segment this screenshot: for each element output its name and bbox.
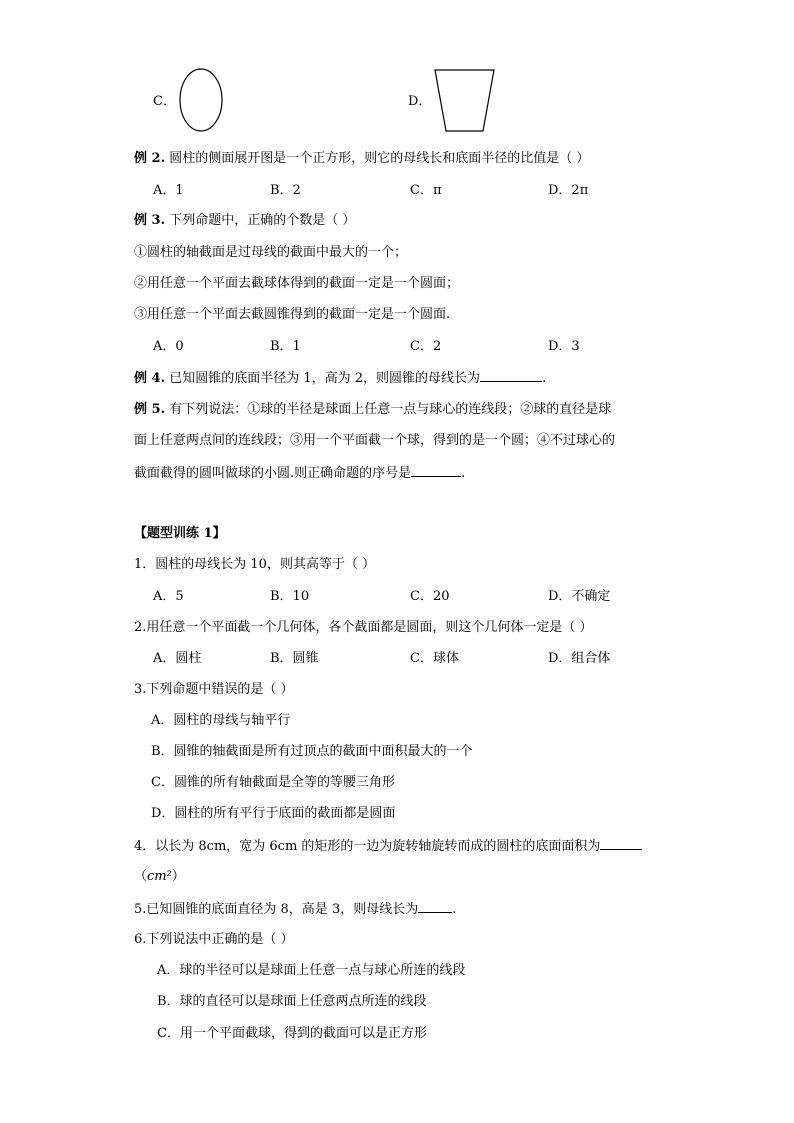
answer-blank [600, 837, 642, 850]
example-2-option-d: D．2π [548, 183, 589, 198]
trapezoid-figure [434, 68, 496, 134]
question-5-end: . [452, 902, 457, 917]
question-3: 3.下列命题中错误的是（ ） [134, 682, 294, 697]
question-3-option-a: A．圆柱的母线与轴平行 [151, 713, 291, 728]
example-3 [134, 212, 355, 230]
example-2-option-b: B．2 [270, 183, 301, 198]
question-3-option-b: B．圆锥的轴截面是所有过顶点的截面中面积最大的一个 [151, 744, 473, 759]
example-3-text: 下列命题中，正确的个数是（ ） [169, 213, 356, 228]
example-3-item-1: ①圆柱的轴截面是过母线的截面中最大的一个； [134, 245, 408, 260]
example-3-option-c: C．2 [410, 339, 442, 354]
question-1-option-c: C．20 [410, 589, 450, 604]
answer-blank [418, 900, 452, 913]
question-5 [134, 900, 456, 919]
question-5-text: 5.已知圆锥的底面直径为 8，高是 3，则母线长为 [134, 902, 419, 917]
question-6-option-b: B．球的直径可以是球面上任意两点所连的线段 [157, 994, 427, 1009]
question-2-option-b: B．圆锥 [270, 651, 319, 666]
example-3-option-d: D．3 [548, 339, 580, 354]
example-2-option-a: A．1 [153, 183, 184, 198]
question-6-option-a: A．球的半径可以是球面上任意一点与球心所连的线段 [157, 963, 466, 978]
example-5-line-2: 面上任意两点间的连线段；③用一个平面截一个球，得到的是一个圆；④不过球心的 [134, 433, 616, 448]
question-1-option-d: D．不确定 [548, 589, 611, 604]
example-4-end: . [542, 371, 547, 386]
unit-close-paren: ） [171, 869, 185, 884]
example-5-text-3: 截面截得的圆叫做球的小圆.则正确命题的序号是 [134, 466, 412, 481]
question-2-option-d: D．组合体 [548, 651, 611, 666]
figure-d-label: D． [408, 94, 432, 109]
example-5-end: . [461, 466, 466, 481]
example-3-option-a: A．0 [153, 339, 184, 354]
example-5-line-3 [134, 464, 465, 483]
question-6: 6.下列说法中正确的是（ ） [134, 932, 294, 947]
example-2-text: 圆柱的侧面展开图是一个正方形，则它的母线长和底面半径的比值是（ ） [169, 151, 590, 166]
section-heading: 【题型训练 1】 [134, 526, 226, 541]
question-2-option-a: A．圆柱 [153, 651, 202, 666]
question-2-option-c: C．球体 [410, 651, 459, 666]
example-2-option-c: C．π [410, 183, 442, 198]
question-4-unit [134, 868, 185, 886]
answer-blank [480, 369, 542, 382]
question-3-option-d: D．圆柱的所有平行于底面的截面都是圆面 [151, 806, 396, 821]
example-3-item-2: ②用任意一个平面去截球体得到的截面一定是一个圆面； [134, 276, 460, 291]
question-2: 2.用任意一个平面截一个几何体，各个截面都是圆面，则这个几何体一定是（ ） [134, 620, 593, 635]
example-5-line-1 [134, 401, 611, 419]
question-4 [134, 837, 642, 856]
figure-c-label: C． [153, 94, 176, 109]
example-3-option-b: B．1 [270, 339, 301, 354]
example-3-tag: 例 3. [134, 213, 166, 228]
question-1-option-a: A．5 [153, 589, 184, 604]
ellipse-figure [178, 68, 226, 134]
unit-text: cm² [147, 869, 172, 884]
answer-blank [411, 464, 461, 477]
question-1-option-b: B．10 [270, 589, 310, 604]
example-4-text: 已知圆锥的底面半径为 1，高为 2，则圆锥的母线长为 [169, 371, 481, 386]
example-5-tag: 例 5. [134, 402, 166, 417]
example-5-text-1: 有下列说法：①球的半径是球面上任意一点与球心的连线段；②球的直径是球 [169, 402, 612, 417]
example-2 [134, 150, 589, 168]
example-2-tag: 例 2. [134, 151, 166, 166]
question-4-text: 4．以长为 8cm，宽为 6cm 的矩形的一边为旋转轴旋转而成的圆柱的底面面积为 [134, 839, 601, 854]
question-6-option-c: C．用一个平面截球，得到的截面可以是正方形 [157, 1026, 427, 1041]
question-1: 1．圆柱的母线长为 10，则其高等于（ ） [134, 557, 376, 572]
example-4 [134, 369, 546, 388]
unit-open-paren: （ [134, 869, 148, 884]
question-3-option-c: C．圆锥的所有轴截面是全等的等腰三角形 [151, 775, 395, 790]
example-3-item-3: ③用任意一个平面去截圆锥得到的截面一定是一个圆面. [134, 307, 451, 322]
example-4-tag: 例 4. [134, 371, 166, 386]
